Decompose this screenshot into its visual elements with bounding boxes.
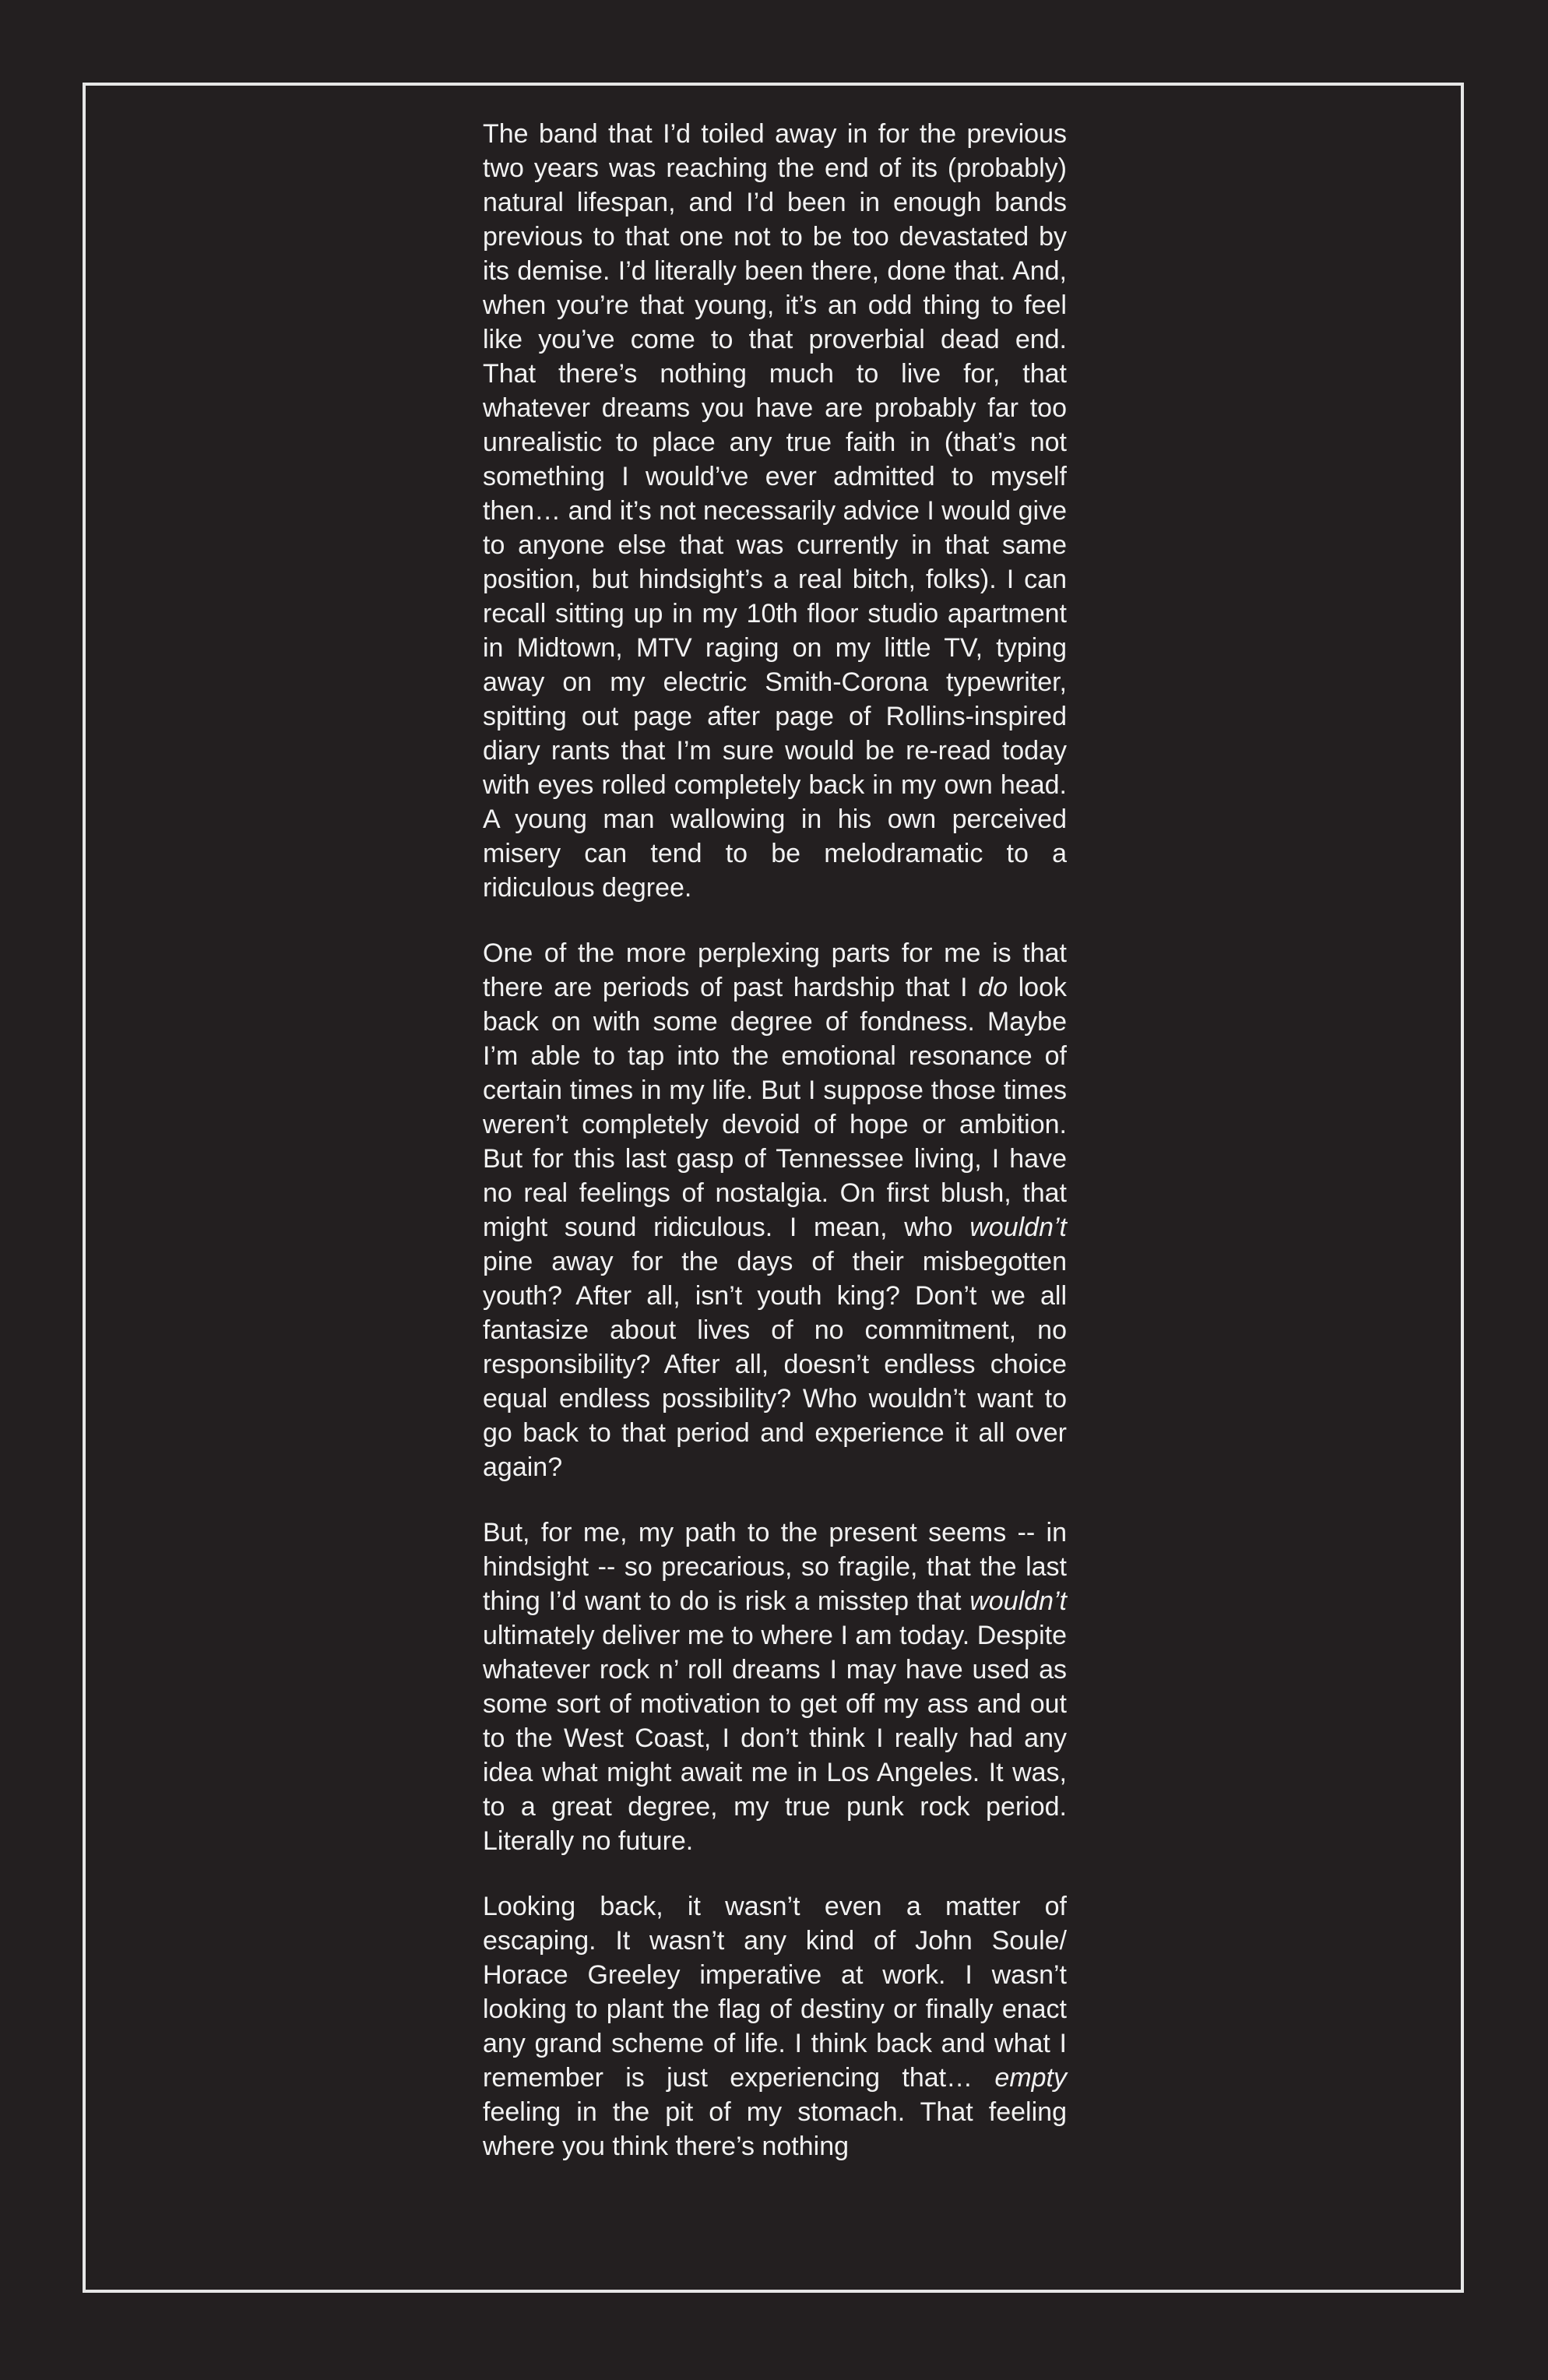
paragraph-2-text-c: pine away for the days of their misbegotten youth? After all, isn’t youth king? Don’t we all fantasize about lives of no commitment, no responsibility? After all, doesn’t endless choice equal endless possibility? Who wouldn’t want to go back to that period and experience it all over again? (483, 1247, 1067, 1482)
paragraph-1 (483, 117, 1067, 905)
paragraph-2 (483, 936, 1067, 1484)
paragraph-4 (483, 1889, 1067, 2163)
paragraph-3-text-a: But, for me, my path to the present seems -- in hindsight -- so precarious, so fragile, that the last thing I’d want to do is risk a misstep that (483, 1518, 1067, 1616)
paragraph-2-emphasis-wouldnt: wouldn’t (969, 1213, 1067, 1242)
paragraph-2-text-b: look back on with some degree of fondness. Maybe I’m able to tap into the emotional resonance of certain times in my life. But I suppose those times weren’t completely devoid of hope or ambition. But for this last gasp of Tennessee living, I have no real feelings of nostalgia. On first blush, that might sound ridiculous. I mean, who (483, 973, 1067, 1242)
paragraph-4-emphasis-empty: empty (994, 2063, 1067, 2093)
text-column (483, 117, 1067, 2163)
paragraph-4-text-b: feeling in the pit of my stomach. That feeling where you think there’s nothing (483, 2097, 1067, 2161)
paragraph-3-emphasis-wouldnt: wouldn’t (969, 1586, 1067, 1616)
paragraph-2-emphasis-do: do (978, 973, 1008, 1002)
paragraph-4-text-a: Looking back, it wasn’t even a matter of escaping. It wasn’t any kind of John Soule/ Horace Greeley imperative at work. I wasn’t looking to plant the flag of destiny or finally enact any grand scheme of life. I think back and what I remember is just experiencing that… (483, 1892, 1067, 2093)
paragraph-3 (483, 1516, 1067, 1858)
paragraph-1-text: The band that I’d toiled away in for the previous two years was reaching the end of its (probably) natural lifespan, and I’d been in enough bands previous to that one not to be too devastated by its demise. I’d literally been there, done that. And, when you’re that young, it’s an odd thing to feel like you’ve come to that proverbial dead end. That there’s nothing much to live for, that whatever dreams you have are probably far too unrealistic to place any true faith in (that’s not something I would’ve ever admitted to myself then… and it’s not necessarily advice I would give to anyone else that was currently in that same position, but hindsight’s a real bitch, folks). I can recall sitting up in my 10th floor studio apartment in Midtown, MTV raging on my little TV, typing away on my electric Smith-Corona typewriter, spitting out page after page of Rollins-inspired diary rants that I’m sure would be re-read today with eyes rolled completely back in my own head. A young man wallowing in his own perceived misery can tend to be melodramatic to a ridiculous degree. (483, 119, 1067, 903)
paragraph-2-text-a: One of the more perplexing parts for me is that there are periods of past hardship that I (483, 938, 1067, 1002)
paragraph-3-text-b: ultimately deliver me to where I am today. Despite whatever rock n’ roll dreams I may have used as some sort of motivation to get off my ass and out to the West Coast, I don’t think I really had any idea what might await me in Los Angeles. It was, to a great degree, my true punk rock period. Literally no future. (483, 1621, 1067, 1856)
